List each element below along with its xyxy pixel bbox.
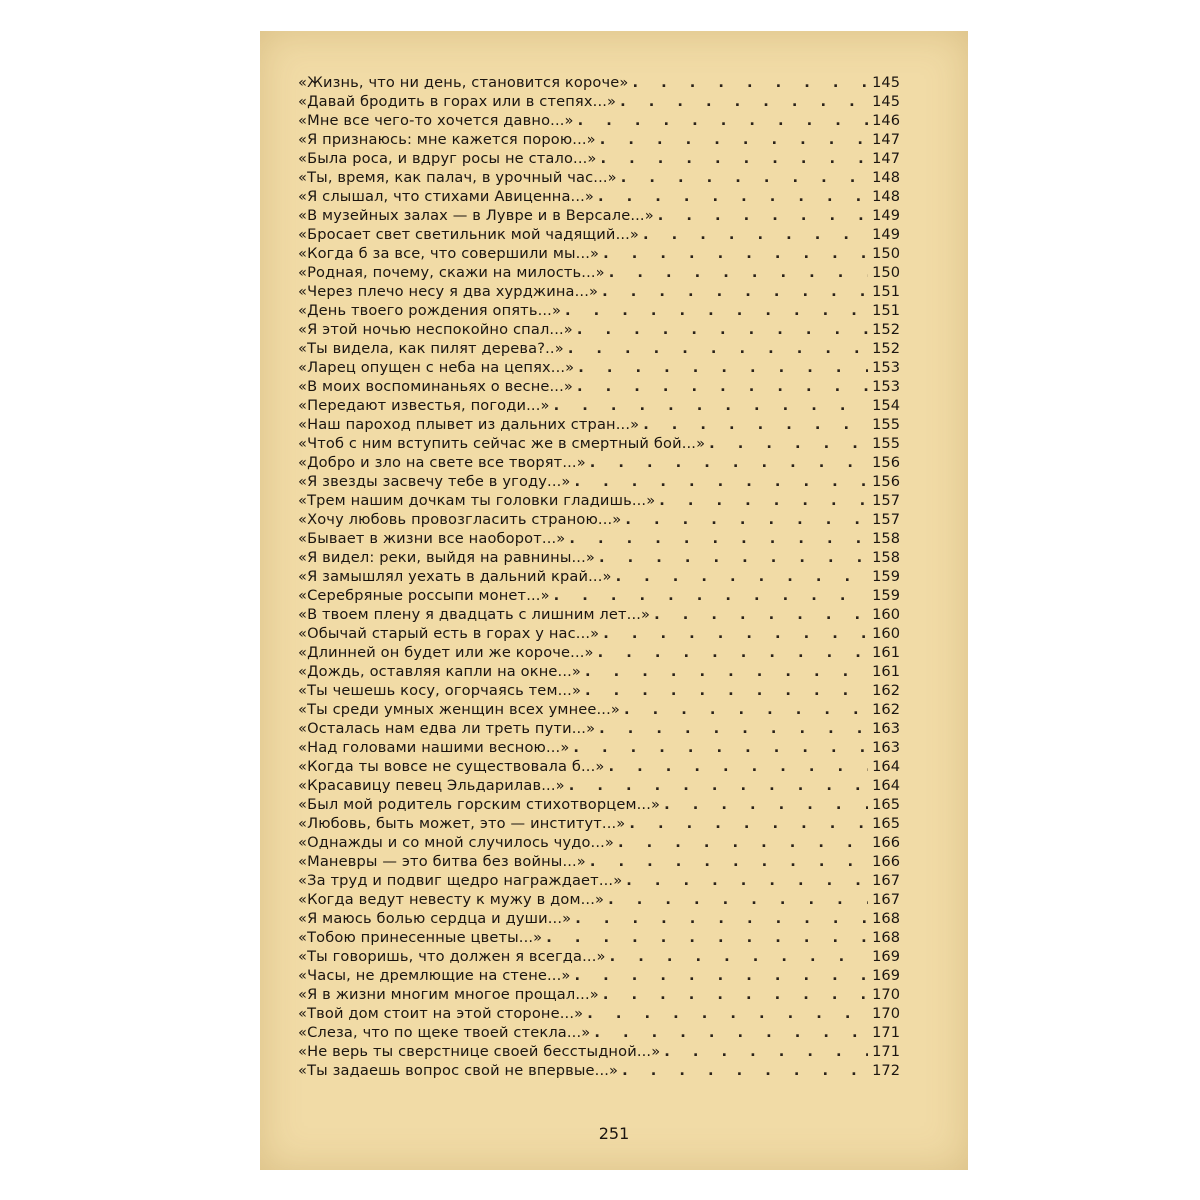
toc-entry xyxy=(298,263,900,282)
book-page xyxy=(260,31,968,1170)
toc-entry-title: «Дождь, оставляя капли на окне...» xyxy=(298,663,581,680)
toc-entry xyxy=(298,871,900,890)
toc-entry xyxy=(298,73,900,92)
toc-entry-title: «Однажды и со мной случилось чудо...» xyxy=(298,834,614,851)
toc-entry xyxy=(298,643,900,662)
toc-entry xyxy=(298,681,900,700)
toc-entry xyxy=(298,358,900,377)
dot-leader xyxy=(569,529,868,548)
toc-entry-page: 155 xyxy=(872,416,900,433)
dot-leader xyxy=(608,757,868,776)
toc-entry-title: «Была роса, и вдруг росы не стало...» xyxy=(298,150,597,167)
dot-leader xyxy=(585,662,868,681)
toc-entry-page: 169 xyxy=(872,967,900,984)
toc-entry xyxy=(298,92,900,111)
toc-entry-page: 159 xyxy=(872,568,900,585)
toc-entry-page: 167 xyxy=(872,891,900,908)
toc-entry-title: «Ты задаешь вопрос свой не впервые...» xyxy=(298,1062,619,1079)
toc-entry-page: 167 xyxy=(872,872,900,889)
dot-leader xyxy=(577,320,868,339)
toc-entry-page: 145 xyxy=(872,93,900,110)
toc-entry xyxy=(298,472,900,491)
toc-entry-title: «Обычай старый есть в горах у нас...» xyxy=(298,625,600,642)
dot-leader xyxy=(610,947,868,966)
toc-entry-page: 153 xyxy=(872,359,900,376)
dot-leader xyxy=(625,510,868,529)
toc-entry-title: «В моих воспоминаньях о весне...» xyxy=(298,378,573,395)
dot-leader xyxy=(575,909,868,928)
dot-leader xyxy=(654,605,868,624)
toc-entry xyxy=(298,529,900,548)
toc-entry-page: 147 xyxy=(872,131,900,148)
toc-entry xyxy=(298,586,900,605)
toc-entry-page: 161 xyxy=(872,663,900,680)
dot-leader xyxy=(664,795,868,814)
toc-entry xyxy=(298,130,900,149)
toc-entry xyxy=(298,833,900,852)
toc-entry-page: 165 xyxy=(872,815,900,832)
dot-leader xyxy=(554,586,868,605)
toc-entry-page: 163 xyxy=(872,720,900,737)
toc-entry-title: «Чтоб с ним вступить сейчас же в смертный бой...» xyxy=(298,435,706,452)
toc-entry-title: «Ты видела, как пилят дерева?..» xyxy=(298,340,564,357)
toc-entry-title: «За труд и подвиг щедро награждает...» xyxy=(298,872,623,889)
toc-entry-title: «Когда ты вовсе не существовала б...» xyxy=(298,758,605,775)
toc-entry-title: «Я в жизни многим многое прощал...» xyxy=(298,986,599,1003)
toc-entry-page: 156 xyxy=(872,473,900,490)
toc-entry xyxy=(298,719,900,738)
table-of-contents xyxy=(298,73,900,1080)
toc-entry-page: 168 xyxy=(872,910,900,927)
toc-entry xyxy=(298,966,900,985)
dot-leader xyxy=(659,491,868,510)
toc-entry-title: «Серебряные россыпи монет...» xyxy=(298,587,550,604)
dot-leader xyxy=(602,282,868,301)
dot-leader xyxy=(608,890,868,909)
toc-entry-title: «Я маюсь болью сердца и души...» xyxy=(298,910,572,927)
toc-entry-title: «Тобою принесенные цветы...» xyxy=(298,929,543,946)
toc-entry xyxy=(298,605,900,624)
dot-leader xyxy=(621,168,868,187)
toc-entry-title: «Красавицу певец Эльдарилав...» xyxy=(298,777,565,794)
toc-entry-page: 166 xyxy=(872,834,900,851)
toc-entry xyxy=(298,1042,900,1061)
dot-leader xyxy=(573,738,868,757)
toc-entry-title: «Трем нашим дочкам ты головки гладишь...» xyxy=(298,492,656,509)
toc-entry-title: «Мне все чего-то хочется давно...» xyxy=(298,112,574,129)
toc-entry-page: 155 xyxy=(872,435,900,452)
toc-entry-page: 158 xyxy=(872,549,900,566)
toc-entry xyxy=(298,795,900,814)
toc-entry-page: 166 xyxy=(872,853,900,870)
dot-leader xyxy=(590,453,868,472)
toc-entry-title: «Ты чешешь косу, огорчаясь тем...» xyxy=(298,682,582,699)
dot-leader xyxy=(632,73,868,92)
toc-entry xyxy=(298,662,900,681)
toc-entry xyxy=(298,909,900,928)
dot-leader xyxy=(565,301,868,320)
dot-leader xyxy=(554,396,868,415)
toc-entry-page: 162 xyxy=(872,682,900,699)
dot-leader xyxy=(616,567,868,586)
toc-entry-page: 171 xyxy=(872,1043,900,1060)
dot-leader xyxy=(626,871,868,890)
toc-entry-page: 161 xyxy=(872,644,900,661)
toc-entry-title: «Ты среди умных женщин всех умнее...» xyxy=(298,701,620,718)
toc-entry-title: «Был мой родитель горским стихотворцем...» xyxy=(298,796,661,813)
toc-entry xyxy=(298,377,900,396)
dot-leader xyxy=(601,149,869,168)
toc-entry xyxy=(298,168,900,187)
toc-entry-page: 151 xyxy=(872,302,900,319)
toc-entry-title: «Я звезды засвечу тебе в угоду...» xyxy=(298,473,571,490)
toc-entry xyxy=(298,757,900,776)
dot-leader xyxy=(578,358,868,377)
toc-entry-title: «Добро и зло на свете все творят...» xyxy=(298,454,586,471)
toc-entry xyxy=(298,149,900,168)
toc-entry-title: «Я видел: реки, выйдя на равнины...» xyxy=(298,549,595,566)
toc-entry xyxy=(298,225,900,244)
toc-entry xyxy=(298,510,900,529)
toc-entry-page: 171 xyxy=(872,1024,900,1041)
toc-entry-title: «Наш пароход плывет из дальних стран...» xyxy=(298,416,640,433)
toc-entry-title: «Слеза, что по щеке твоей стекла...» xyxy=(298,1024,591,1041)
dot-leader xyxy=(578,111,868,130)
toc-entry-title: «Когда ведут невесту к мужу в дом...» xyxy=(298,891,605,908)
toc-entry-title: «Хочу любовь провозгласить страною...» xyxy=(298,511,622,528)
dot-leader xyxy=(590,852,868,871)
dot-leader xyxy=(624,700,868,719)
dot-leader xyxy=(664,1042,868,1061)
dot-leader xyxy=(603,244,868,263)
toc-entry xyxy=(298,852,900,871)
toc-entry-page: 150 xyxy=(872,245,900,262)
dot-leader xyxy=(599,719,868,738)
toc-entry-page: 151 xyxy=(872,283,900,300)
toc-entry xyxy=(298,548,900,567)
dot-leader xyxy=(643,225,868,244)
page-number: 251 xyxy=(598,1124,630,1143)
toc-entry xyxy=(298,567,900,586)
toc-entry-title: «Передают известья, погоди...» xyxy=(298,397,550,414)
dot-leader xyxy=(622,1061,868,1080)
toc-entry-title: «Твой дом стоит на этой стороне...» xyxy=(298,1005,584,1022)
toc-entry-title: «В твоем плену я двадцать с лишним лет...» xyxy=(298,606,651,623)
dot-leader xyxy=(600,130,868,149)
toc-entry-page: 148 xyxy=(872,188,900,205)
toc-entry-page: 159 xyxy=(872,587,900,604)
toc-entry xyxy=(298,282,900,301)
toc-entry xyxy=(298,491,900,510)
toc-entry-page: 168 xyxy=(872,929,900,946)
toc-entry-page: 170 xyxy=(872,1005,900,1022)
dot-leader xyxy=(587,1004,868,1023)
dot-leader xyxy=(709,434,868,453)
toc-entry xyxy=(298,339,900,358)
toc-entry xyxy=(298,624,900,643)
toc-entry-page: 153 xyxy=(872,378,900,395)
dot-leader xyxy=(629,814,868,833)
dot-leader xyxy=(598,187,868,206)
toc-entry-page: 164 xyxy=(872,758,900,775)
toc-entry-title: «Я этой ночью неспокойно спал...» xyxy=(298,321,573,338)
dot-leader xyxy=(585,681,868,700)
dot-leader xyxy=(575,472,868,491)
toc-entry xyxy=(298,187,900,206)
toc-entry xyxy=(298,244,900,263)
toc-entry-title: «Когда б за все, что совершили мы...» xyxy=(298,245,600,262)
toc-entry-title: «Я слышал, что стихами Авиценна...» xyxy=(298,188,594,205)
toc-entry-title: «Часы, не дремлющие на стене...» xyxy=(298,967,571,984)
toc-entry-page: 154 xyxy=(872,397,900,414)
toc-entry-title: «Над головами нашими весною...» xyxy=(298,739,570,756)
dot-leader xyxy=(574,966,868,985)
toc-entry xyxy=(298,985,900,1004)
toc-entry xyxy=(298,928,900,947)
toc-entry-page: 152 xyxy=(872,321,900,338)
toc-entry xyxy=(298,814,900,833)
toc-entry-title: «Родная, почему, скажи на милость...» xyxy=(298,264,605,281)
toc-entry xyxy=(298,700,900,719)
toc-entry-page: 163 xyxy=(872,739,900,756)
dot-leader xyxy=(569,776,868,795)
dot-leader xyxy=(599,548,868,567)
toc-entry xyxy=(298,453,900,472)
toc-entry-title: «Ларец опущен с неба на цепях...» xyxy=(298,359,575,376)
toc-entry-page: 162 xyxy=(872,701,900,718)
toc-entry-page: 169 xyxy=(872,948,900,965)
dot-leader xyxy=(546,928,868,947)
toc-entry-title: «Ты, время, как палач, в урочный час...» xyxy=(298,169,617,186)
toc-entry-title: «Не верь ты сверстнице своей бесстыдной...» xyxy=(298,1043,661,1060)
toc-entry-title: «Осталась нам едва ли треть пути...» xyxy=(298,720,596,737)
dot-leader xyxy=(658,206,868,225)
toc-entry-page: 157 xyxy=(872,511,900,528)
toc-entry-page: 160 xyxy=(872,606,900,623)
toc-entry-page: 149 xyxy=(872,207,900,224)
toc-entry xyxy=(298,1004,900,1023)
toc-entry-page: 158 xyxy=(872,530,900,547)
toc-entry-title: «День твоего рождения опять...» xyxy=(298,302,562,319)
dot-leader xyxy=(603,985,868,1004)
toc-entry-title: «Давай бродить в горах или в степях...» xyxy=(298,93,617,110)
toc-entry xyxy=(298,776,900,795)
toc-entry-page: 146 xyxy=(872,112,900,129)
toc-entry-title: «В музейных залах — в Лувре и в Версале...» xyxy=(298,207,654,224)
toc-entry-title: «Любовь, быть может, это — институт...» xyxy=(298,815,626,832)
dot-leader xyxy=(594,1023,868,1042)
toc-entry-title: «Через плечо несу я два хурджина...» xyxy=(298,283,599,300)
dot-leader xyxy=(643,415,868,434)
toc-entry xyxy=(298,206,900,225)
toc-entry-page: 147 xyxy=(872,150,900,167)
toc-entry-title: «Жизнь, что ни день, становится короче» xyxy=(298,74,629,91)
dot-leader xyxy=(620,92,868,111)
toc-entry xyxy=(298,111,900,130)
toc-entry-page: 150 xyxy=(872,264,900,281)
toc-entry xyxy=(298,1023,900,1042)
toc-entry xyxy=(298,890,900,909)
toc-entry-title: «Длинней он будет или же короче...» xyxy=(298,644,594,661)
toc-entry-page: 148 xyxy=(872,169,900,186)
toc-entry xyxy=(298,396,900,415)
toc-entry-page: 165 xyxy=(872,796,900,813)
toc-entry-page: 152 xyxy=(872,340,900,357)
toc-entry xyxy=(298,738,900,757)
toc-entry-page: 157 xyxy=(872,492,900,509)
toc-entry-page: 170 xyxy=(872,986,900,1003)
toc-entry xyxy=(298,320,900,339)
dot-leader xyxy=(568,339,868,358)
toc-entry-page: 145 xyxy=(872,74,900,91)
toc-entry-title: «Бросает свет светильник мой чадящий...» xyxy=(298,226,640,243)
dot-leader xyxy=(577,377,868,396)
toc-entry-page: 160 xyxy=(872,625,900,642)
toc-entry-title: «Я признаюсь: мне кажется порою...» xyxy=(298,131,596,148)
dot-leader xyxy=(598,643,868,662)
toc-entry-title: «Я замышлял уехать в дальний край...» xyxy=(298,568,612,585)
dot-leader xyxy=(609,263,868,282)
dot-leader xyxy=(603,624,868,643)
toc-entry xyxy=(298,301,900,320)
toc-entry-page: 149 xyxy=(872,226,900,243)
toc-entry-page: 164 xyxy=(872,777,900,794)
toc-entry-page: 172 xyxy=(872,1062,900,1079)
toc-entry-page: 156 xyxy=(872,454,900,471)
toc-entry-title: «Бывает в жизни все наоборот...» xyxy=(298,530,566,547)
toc-entry-title: «Маневры — это битва без войны...» xyxy=(298,853,586,870)
toc-entry-title: «Ты говоришь, что должен я всегда...» xyxy=(298,948,606,965)
toc-entry xyxy=(298,434,900,453)
toc-entry xyxy=(298,415,900,434)
toc-entry xyxy=(298,1061,900,1080)
toc-entry xyxy=(298,947,900,966)
dot-leader xyxy=(618,833,868,852)
